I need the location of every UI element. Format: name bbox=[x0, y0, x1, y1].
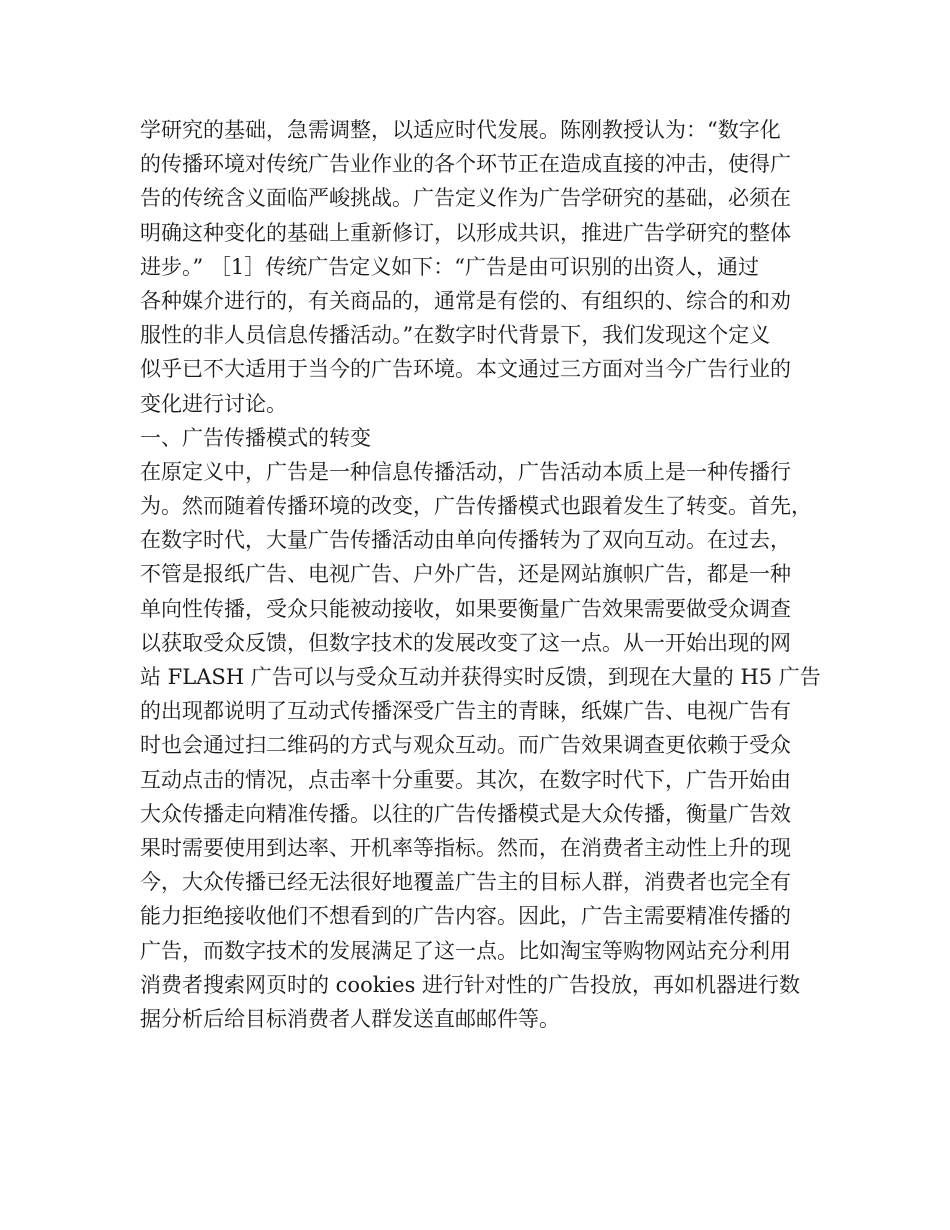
text-line: 进步。” ［1］传统广告定义如下：“广告是由可识别的出资人，通过 bbox=[140, 254, 760, 279]
text-line: 在原定义中，广告是一种信息传播活动，广告活动本质上是一种传播行 bbox=[140, 459, 791, 484]
text-line: 的传播环境对传统广告业作业的各个环节正在造成直接的冲击，使得广 bbox=[140, 152, 791, 177]
text-line: 在数字时代，大量广告传播活动由单向传播转为了双向互动。在过去， bbox=[140, 528, 791, 553]
text-line: 互动点击的情况，点击率十分重要。其次，在数字时代下，广告开始由 bbox=[140, 767, 791, 792]
text-line: 以获取受众反馈，但数字技术的发展改变了这一点。从一开始出现的网 bbox=[140, 630, 791, 655]
text-line: 大众传播走向精准传播。以往的广告传播模式是大众传播，衡量广告效 bbox=[140, 801, 791, 826]
text-line: 明确这种变化的基础上重新修订，以形成共识，推进广告学研究的整体 bbox=[140, 220, 791, 245]
text-line: 消费者搜索网页时的 cookies 进行针对性的广告投放，再如机器进行数 bbox=[140, 972, 801, 997]
text-line: 学研究的基础，急需调整，以适应时代发展。陈刚教授认为：“数字化 bbox=[140, 118, 781, 142]
text-line: 为。然而随着传播环境的改变，广告传播模式也跟着发生了转变。首先， bbox=[140, 494, 812, 519]
text-line: 的出现都说明了互动式传播深受广告主的青睐，纸媒广告、电视广告有 bbox=[140, 699, 791, 724]
text-line: 今，大众传播已经无法很好地覆盖广告主的目标人群，消费者也完全有 bbox=[140, 870, 791, 895]
text-line: 服性的非人员信息传播活动。”在数字时代背景下，我们发现这个定义 bbox=[140, 323, 771, 348]
text-line: 站 FLASH 广告可以与受众互动并获得实时反馈，到现在大量的 H5 广告 bbox=[140, 665, 821, 689]
body-text bbox=[140, 113, 820, 1036]
text-line: 能力拒绝接收他们不想看到的广告内容。因此，广告主需要精准传播的 bbox=[140, 904, 791, 929]
text-line: 告的传统含义面临严峻挑战。广告定义作为广告学研究的基础，必须在 bbox=[140, 186, 791, 211]
text-line: 各种媒介进行的，有关商品的，通常是有偿的、有组织的、综合的和劝 bbox=[140, 288, 791, 313]
text-line: 广告，而数字技术的发展满足了这一点。比如淘宝等购物网站充分利用 bbox=[140, 938, 791, 963]
text-line: 变化进行讨论。 bbox=[140, 391, 287, 416]
text-line: 果时需要使用到达率、开机率等指标。然而，在消费者主动性上升的现 bbox=[140, 835, 791, 860]
section-heading: 一、广告传播模式的转变 bbox=[140, 425, 371, 450]
text-line: 据分析后给目标消费者人群发送直邮邮件等。 bbox=[140, 1006, 560, 1031]
text-line: 不管是报纸广告、电视广告、户外广告，还是网站旗帜广告，都是一种 bbox=[140, 562, 791, 587]
text-line: 时也会通过扫二维码的方式与观众互动。而广告效果调查更依赖于受众 bbox=[140, 733, 791, 758]
text-line: 似乎已不大适用于当今的广告环境。本文通过三方面对当今广告行业的 bbox=[140, 357, 791, 382]
text-line: 单向性传播，受众只能被动接收，如果要衡量广告效果需要做受众调查 bbox=[140, 596, 791, 621]
